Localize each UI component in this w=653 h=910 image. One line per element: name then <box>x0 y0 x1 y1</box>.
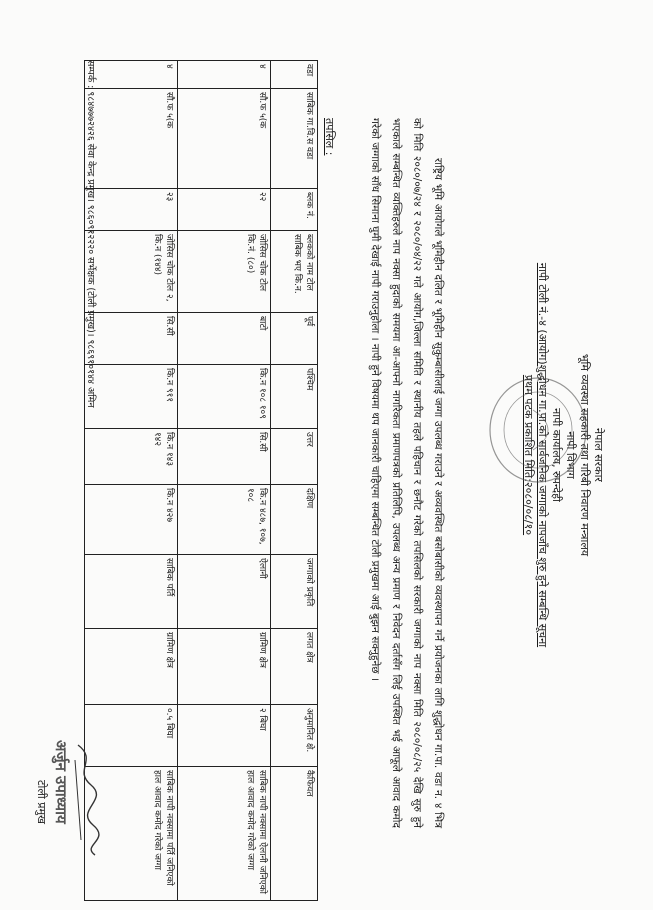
publish-date: प्रथम पटक प्रकाशित मिति:२०८०/०८/१० <box>522 374 535 536</box>
table-cell: ग्रामिण क्षेत्र <box>178 629 271 705</box>
table-header-cell: ब्लकको नाम टोल साबिक भए कि.न. <box>271 231 318 313</box>
table-cell: सौ.फ ५(क <box>178 89 271 189</box>
table-header-cell: उत्तर <box>271 429 318 485</box>
table-cell: २३ <box>85 189 178 231</box>
table-cell: जोसिस चोक टोल कि.नं. (८०) <box>178 231 271 313</box>
table-header-cell: कैफियत <box>271 767 318 901</box>
table-header-cell: साबिक गा.वि.स वडा <box>271 89 318 189</box>
officer-designation: टोली प्रमुख <box>35 780 48 825</box>
office-title: नापी कार्यालय, रुपन्देही <box>550 408 563 502</box>
table-cell: साबिक पर्ति <box>85 555 178 629</box>
table-cell: २ बिघा <box>178 705 271 767</box>
table-cell: ग्रामिण क्षेत्र <box>85 629 178 705</box>
officer-stamp: अर्जुन उपाध्याय <box>52 740 70 824</box>
table-cell: कि.न ९११ <box>85 365 178 429</box>
signature-icon <box>69 740 103 860</box>
notice-paragraph <box>364 118 448 828</box>
table-body <box>85 61 271 901</box>
table-header-cell: वडा <box>271 61 318 89</box>
land-details-table <box>84 60 318 901</box>
department-title: नापी विभाग <box>564 431 577 479</box>
table-header-cell: लगत क्षेत्र <box>271 629 318 705</box>
table-header-cell: ब्लक नं. <box>271 189 318 231</box>
table-cell: कि.न १०८ १०९ <box>178 365 271 429</box>
table-header-cell: पूर्व <box>271 313 318 365</box>
table-header-cell: दक्षिण <box>271 485 318 555</box>
table-label: तपसिल : <box>323 118 336 156</box>
table-row <box>178 61 271 901</box>
table-cell: कि.न १४३ १४२ <box>85 429 178 485</box>
table-cell: सौ.फ ५(क <box>85 89 178 189</box>
table-cell: साबिक नापी नक्सामा ऐलानी जनिएको हाल आवाद कमोद गरेको जग्गा <box>178 767 271 901</box>
govt-title: नेपाल सरकार <box>592 428 605 482</box>
table-header-cell: जग्गाको प्रकृति <box>271 555 318 629</box>
table-cell: बाटो <box>178 313 271 365</box>
table-header-cell: पश्चिम <box>271 365 318 429</box>
table-cell: कि.न ४२७ <box>85 485 178 555</box>
table-header-row <box>271 61 318 901</box>
table-cell: जोसिस चोक टोल २, कि.न (१४४) <box>85 231 178 313</box>
ministry-title: भूमि व्यवस्था सहकारी तथा गरिबी निवारण मन्त्रालय <box>578 353 591 557</box>
table-cell: सि.सी <box>85 313 178 365</box>
notice-paragraph-text: राष्ट्रिय भूमि आयोगले भूमिहीन दलित र भूमिहीन सुकुम्बासीलाई जग्गा उपलब्ध गराउने र अव्यवस्थित बसोबासीको व्यवस्थापन गर्ने प्रयोजनका लागि शुद्धोधन गा.पा. वडा न. ४ भित्र को मिति २०८०/०७/२४ र २०८०/०४/२२ गते आयोग,जिल्ला समिति र स्थानीय तहले पहिचान र छनौट गरेको तपसिलको सरकारी जग्गाको नाप नक्सा मिति २०८०/०८/२५ देखि सुरु हुने भएकाले सम्बन्धित व्यक्तिहरुले नाप नक्सा हुदाको समयमा आ-आफ्नो नागरिकता प्रमाणपत्रको प्रतिलिपि, उपलब्ध अन्य प्रमाण र निवेदन दर्तासँग लिई उपस्थित भई आफूले आवाद कमोद गरेको जग्गाको साँध सिमाना घुमी देखाई नापी गराउनुहोला । नापी हुने विषयमा थप जानकारी चाहिएमा सम्बन्धित टोली प्रमुखमा आई बुझन सक्नुहुनेछ । <box>369 118 444 828</box>
notice-subject: नापी टोली नं.-४ (आयोग)शुद्धोधन गा.पा.को सार्वजनिक जग्गाको नापजाँच शुरु हुने सम्बन्धि सूचना <box>536 262 549 648</box>
table-cell: साबिक नापी नक्सामा पर्ति जनिएको हाल आवाद कमोद गरेको जग्गा <box>85 767 178 901</box>
table-cell: ०.५ बिघा <box>85 705 178 767</box>
table-cell: ४ <box>178 61 271 89</box>
table-cell: ऐलानी <box>178 555 271 629</box>
table-cell: सि.सी <box>178 429 271 485</box>
table-cell: २२ <box>178 189 271 231</box>
table-cell: ४ <box>85 61 178 89</box>
table-cell: कि.न ४८७, १०७, १०८ <box>178 485 271 555</box>
contact-line: सम्पर्क : ९८४७७७२४२६ सेवा केन्द्र प्रमुख। ९८६०९१२२२० सर्भेक्षक (टोली प्रमुख)। ९८६९१०१४४ अमिन <box>85 60 96 408</box>
office-seal-icon <box>483 370 593 490</box>
table-header-cell: अनुमानित क्षे. <box>271 705 318 767</box>
